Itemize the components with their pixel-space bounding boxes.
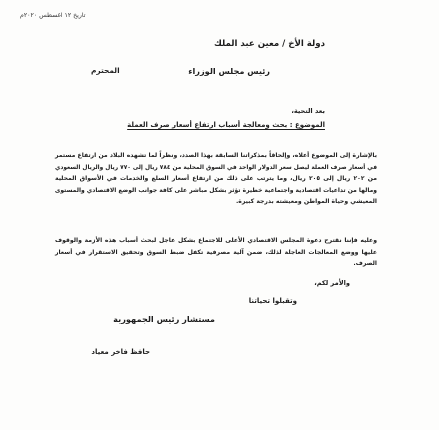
paragraph-line: بالإشارة إلى الموضوع أعلاه، وإلحاقاً بمذكراتنا السابقة بهذا الصدد، ونظراً لما تشهده البلاد من ارتفاع مستمر: [55, 152, 377, 159]
recipient-name: دولة الأخ / معين عبد الملك: [213, 39, 325, 49]
signatory-name: حافظ فاخر معياد: [91, 348, 150, 356]
letter-date: تاريخ ١٢ اغسطس ٢٠٢٠م: [20, 12, 86, 19]
recipient-title: رئيس مجلس الوزراء: [188, 66, 270, 76]
subject-line: الموضوع : بحث ومعالجة أسباب ارتفاع أسعار صرف العملة: [127, 121, 325, 129]
closing-request: والأمر لكم،: [314, 279, 350, 287]
paragraph-line: من ٢٠٢ ريال إلى ٢٠٥ ريال، وما يترتب على ذلك من ارتفاع أسعار السلع والخدمات في الأسواق المحلية: [55, 175, 378, 182]
signatory-title: مستشار رئيس الجمهورية: [113, 314, 215, 324]
paragraph-line: عليها ووضع المعالجات العاجلة لذلك، ضمن آلية مصرفية تكفل ضبط السوق وتحقيق الاستقرار في أسعار: [55, 248, 377, 256]
paragraph-line: المعيشي وحياة المواطن ومعيشته بدرجة كبيرة.: [235, 198, 377, 205]
honorific: المحترم: [91, 66, 120, 75]
greeting: بعد التحية،: [291, 107, 325, 115]
regards: وتقبلوا تحياتنا: [248, 297, 297, 305]
body-paragraph-2: [55, 235, 377, 270]
paragraph-line: في أسعار صرف العملة ليصل سعر الدولار الواحد في السوق المحلية من ٧٨٤ ريال إلى ٧٧٠ ريال والريال السعودي: [55, 163, 378, 171]
paragraph-line: وعليه فإننا نقترح دعوة المجلس الاقتصادي الأعلى للاجتماع بشكل عاجل لبحث أسباب هذه الأزمة والوقوف: [55, 237, 377, 244]
body-paragraph-1: [55, 150, 377, 208]
paragraph-line: ومالها من تداعيات اقتصادية واجتماعية خطيرة تؤثر بشكل مباشر على كافة جوانب الوضع الاقتصادي والمستوى: [54, 186, 377, 194]
paragraph-line: الصرف.: [353, 260, 377, 267]
